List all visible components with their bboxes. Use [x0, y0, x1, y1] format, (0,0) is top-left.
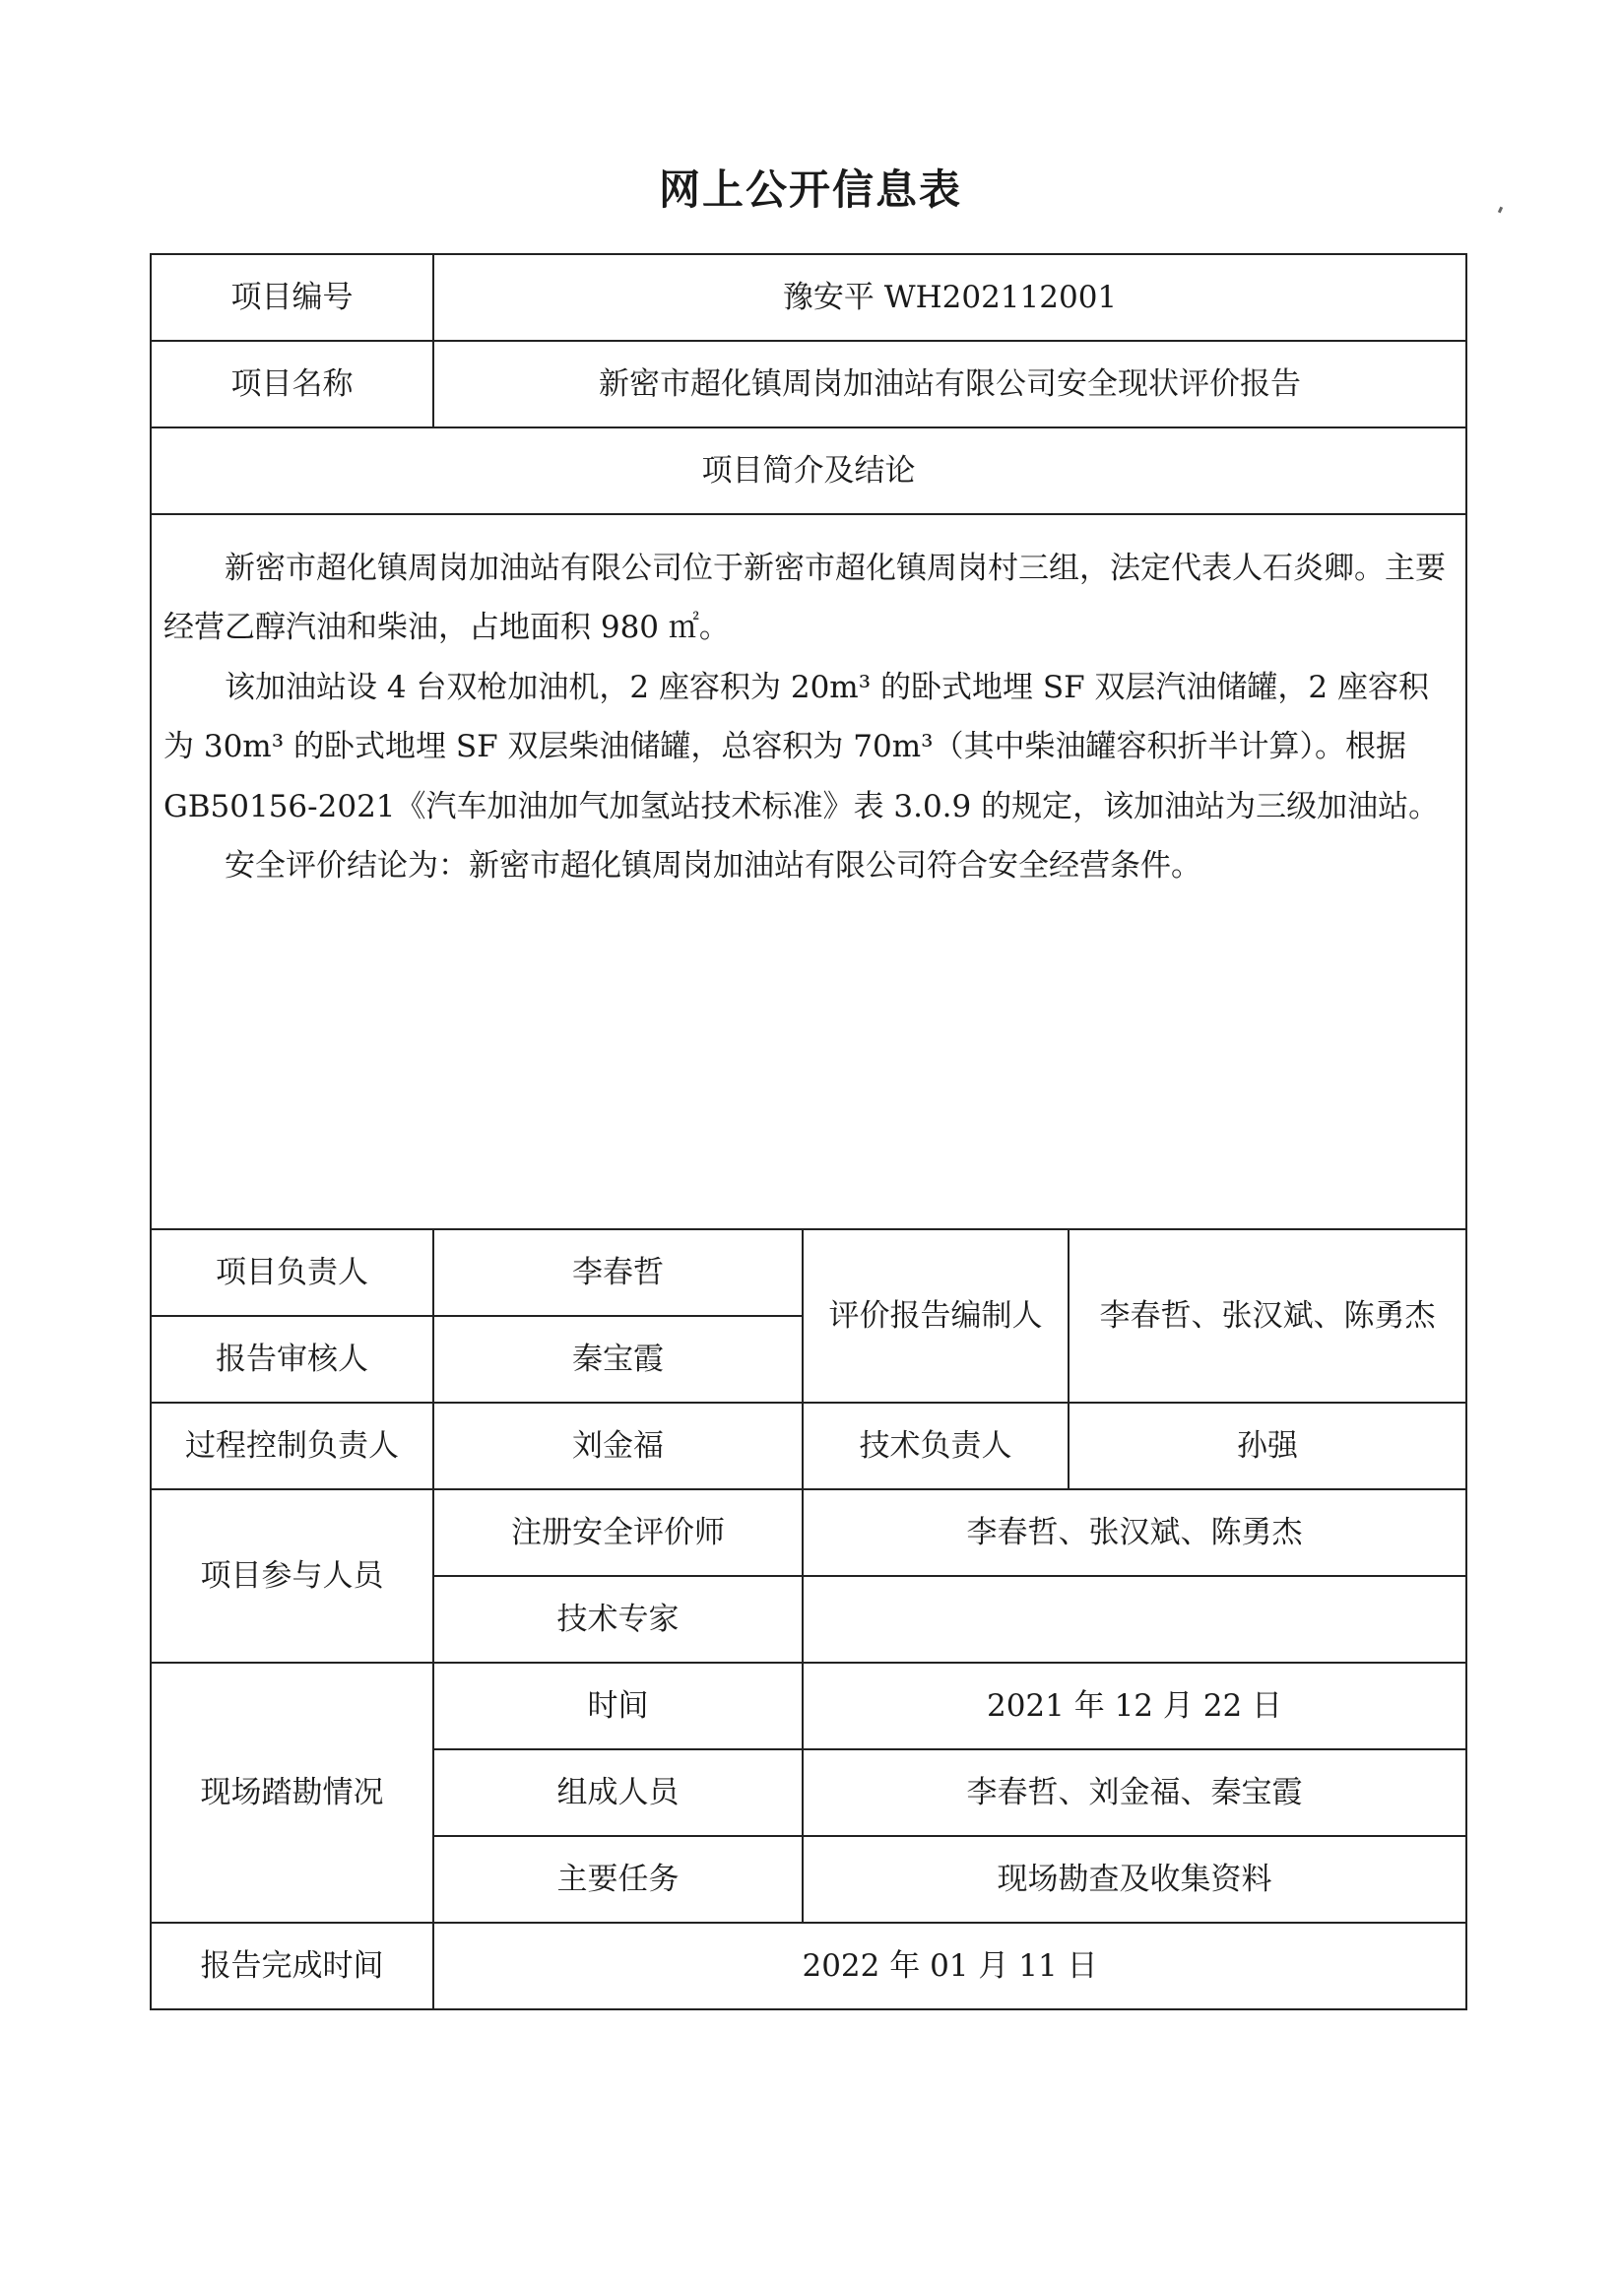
summary-heading: 项目简介及结论	[151, 427, 1466, 514]
process-value: 刘金福	[433, 1403, 803, 1489]
experts-label: 技术专家	[433, 1576, 803, 1663]
summary-paragraph-1: 新密市超化镇周岗加油站有限公司位于新密市超化镇周岗村三组，法定代表人石炎卿。主要经营乙醇汽油和柴油，占地面积 980 ㎡。	[163, 551, 1446, 646]
row-evaluators	[151, 1489, 1466, 1576]
summary-cell	[151, 514, 1466, 1229]
project-name-label: 项目名称	[151, 341, 433, 427]
row-leader	[151, 1229, 1466, 1316]
survey-task-label: 主要任务	[433, 1836, 803, 1923]
participants-label: 项目参与人员	[151, 1489, 433, 1663]
document-title: 网上公开信息表	[658, 165, 962, 214]
survey-time-value: 2021 年 12 月 22 日	[803, 1663, 1466, 1749]
row-completion	[151, 1923, 1466, 2009]
reviewer-label: 报告审核人	[151, 1316, 433, 1403]
survey-label: 现场踏勘情况	[151, 1663, 433, 1923]
project-no-label: 项目编号	[151, 254, 433, 341]
survey-members-value: 李春哲、刘金福、秦宝霞	[803, 1749, 1466, 1836]
survey-members-label: 组成人员	[433, 1749, 803, 1836]
evaluators-value: 李春哲、张汉斌、陈勇杰	[803, 1489, 1466, 1576]
survey-time-label: 时间	[433, 1663, 803, 1749]
completion-value: 2022 年 01 月 11 日	[433, 1923, 1466, 2009]
reviewer-value: 秦宝霞	[433, 1316, 803, 1403]
summary-paragraph-3: 安全评价结论为：新密市超化镇周岗加油站有限公司符合安全经营条件。	[225, 848, 1201, 885]
leader-label: 项目负责人	[151, 1229, 433, 1316]
survey-task-value: 现场勘查及收集资料	[803, 1836, 1466, 1923]
project-name-value: 新密市超化镇周岗加油站有限公司安全现状评价报告	[433, 341, 1466, 427]
row-project-no	[151, 254, 1466, 341]
compiler-label: 评价报告编制人	[803, 1229, 1069, 1403]
info-table	[150, 253, 1467, 2010]
evaluators-label: 注册安全评价师	[433, 1489, 803, 1576]
tech-value: 孙强	[1069, 1403, 1466, 1489]
experts-value	[803, 1576, 1466, 1663]
row-process	[151, 1403, 1466, 1489]
row-summary-heading	[151, 427, 1466, 514]
row-project-name	[151, 341, 1466, 427]
process-label: 过程控制负责人	[151, 1403, 433, 1489]
tech-label: 技术负责人	[803, 1403, 1069, 1489]
row-survey-time	[151, 1663, 1466, 1749]
row-summary	[151, 514, 1466, 1229]
compiler-value: 李春哲、张汉斌、陈勇杰	[1069, 1229, 1466, 1403]
summary-paragraph-2: 该加油站设 4 台双枪加油机，2 座容积为 20m³ 的卧式地埋 SF 双层汽油储罐，2 座容积为 30m³ 的卧式地埋 SF 双层柴油储罐，总容积为 70m³（其中柴油罐容积折半计算）。根据 GB50156-2021《汽车加油加气加氢站技术标准》表 3.0.9 的规定，该加油站为三级加油站。	[163, 669, 1440, 824]
project-no-value: 豫安平 WH202112001	[433, 254, 1466, 341]
completion-label: 报告完成时间	[151, 1923, 433, 2009]
leader-value: 李春哲	[433, 1229, 803, 1316]
